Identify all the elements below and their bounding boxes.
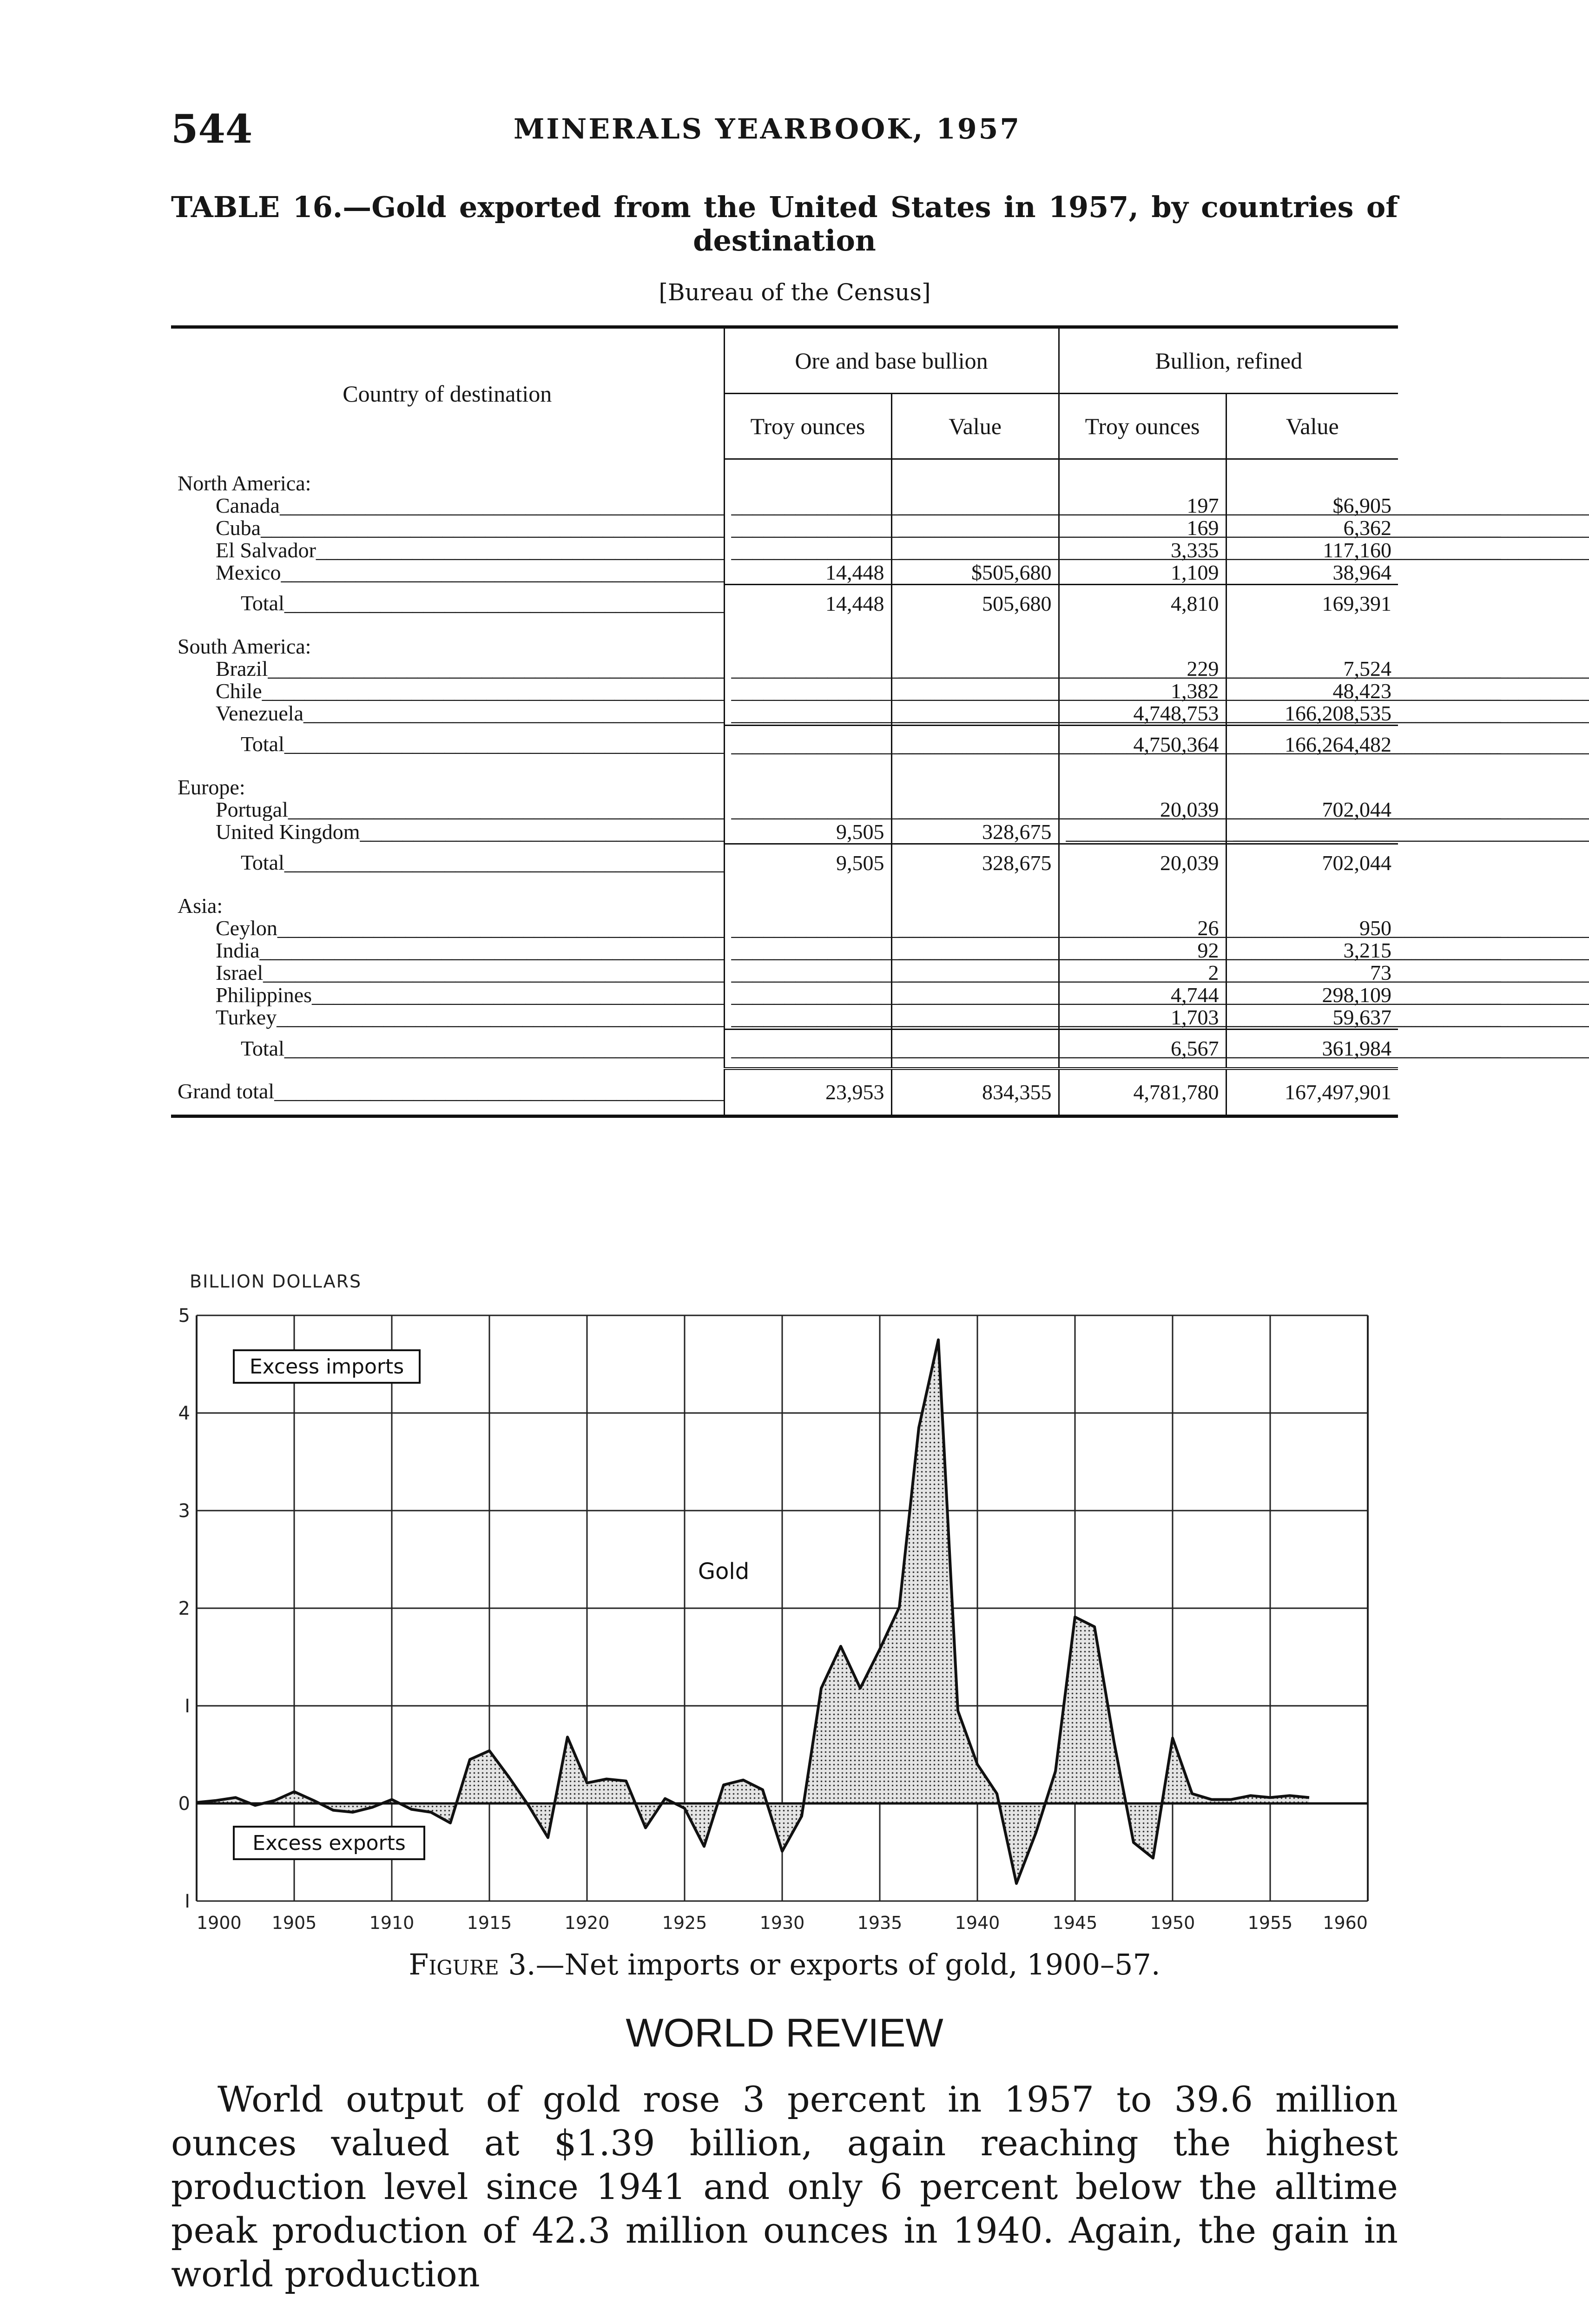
region-blank-cell [724, 459, 891, 495]
table-row [171, 1029, 1398, 1069]
region-blank-cell [891, 622, 1059, 658]
y-axis-label: BILLION DOLLARS [190, 1271, 362, 1292]
cell-ore-oz [724, 658, 891, 680]
annotation-label: Excess exports [252, 1831, 406, 1855]
table-title-word: United [769, 190, 878, 224]
gold-area [197, 1340, 1309, 1884]
table-title-word: countries [1201, 190, 1354, 224]
running-title: MINERALS YEARBOOK, 1957 [514, 113, 1022, 145]
col-country-header: Country of destination [171, 327, 724, 459]
cell-ore-oz [724, 517, 891, 539]
cell-ore-oz [724, 962, 891, 984]
x-tick-label: 1935 [857, 1913, 903, 1929]
cell-ref-oz: 197 [1059, 495, 1226, 517]
cell-ore-value [891, 680, 1059, 702]
cell-ref-oz: 4,744 [1059, 984, 1226, 1006]
page-number: 544 [171, 106, 253, 152]
country-name: Canada _____ [171, 495, 724, 517]
total-label: Total _____ [171, 844, 724, 882]
total-label: Total _____ [171, 725, 724, 763]
cell-ref-oz: 26 [1059, 917, 1226, 939]
cell-ore-value [891, 658, 1059, 680]
cell-ore-oz [724, 539, 891, 561]
cell-ore-oz [724, 939, 891, 962]
region-row [171, 622, 1398, 658]
cell-ore-value [891, 984, 1059, 1006]
table-title-word: by [1151, 190, 1188, 224]
cell-ref-oz [1059, 821, 1226, 844]
body-paragraph: World output of gold rose 3 percent in 1957 to 39.6 million ounces valued at $1.39 billion, again reaching the highest production level since 1941 and only 6 percent below the alltime peak production of 42.3 million ounces in 1940. Again, the gain in world production [171, 2079, 1398, 2295]
x-tick-label: 1960 [1323, 1913, 1368, 1929]
cell-ore-oz: 14,448 [724, 584, 891, 622]
x-tick-label: 1900 [197, 1913, 242, 1929]
table-row [171, 725, 1398, 763]
cell-ref-value: 169,391 [1226, 584, 1398, 622]
cell-ore-value [891, 917, 1059, 939]
region-name: Asia: [178, 893, 223, 918]
x-tick-label: 1910 [369, 1913, 415, 1929]
cell-ref-value: 73 [1226, 962, 1398, 984]
table-title-word: in [1003, 190, 1036, 224]
cell-ref-oz: 169 [1059, 517, 1226, 539]
country-name: Portugal _____ [171, 799, 724, 821]
col-ore-troy-header: Troy ounces [724, 394, 891, 459]
cell-ore-value: 328,675 [891, 821, 1059, 844]
y-tick-label: 4 [178, 1403, 190, 1424]
cell-ref-oz: 229 [1059, 658, 1226, 680]
cell-ore-oz: 9,505 [724, 844, 891, 882]
cell-ore-value [891, 1006, 1059, 1030]
cell-ref-oz: 4,750,364 [1059, 725, 1226, 763]
table-row [171, 984, 1398, 1006]
col-group-ore: Ore and base bullion [724, 327, 1059, 394]
cell-ore-oz [724, 680, 891, 702]
total-label: Grand total _____ [171, 1069, 724, 1116]
table-row [171, 917, 1398, 939]
region-blank-cell [891, 459, 1059, 495]
region-blank-cell [724, 622, 891, 658]
region-name: North America: [178, 471, 311, 495]
table-row [171, 539, 1398, 561]
y-tick-label: 3 [178, 1500, 190, 1522]
cell-ore-value [891, 799, 1059, 821]
cell-ore-oz [724, 1029, 891, 1069]
cell-ref-value: 167,497,901 [1226, 1069, 1398, 1116]
table-title-word: TABLE [171, 190, 280, 224]
cell-ref-value: $6,905 [1226, 495, 1398, 517]
cell-ore-oz [724, 984, 891, 1006]
region-row [171, 459, 1398, 495]
y-tick-label: 0 [178, 1793, 190, 1815]
region-blank-cell [1226, 882, 1398, 917]
annotation-label: Excess imports [249, 1355, 404, 1379]
cell-ref-oz: 1,703 [1059, 1006, 1226, 1030]
table-title-word: States [890, 190, 991, 224]
region-blank-cell [891, 882, 1059, 917]
table-row [171, 702, 1398, 726]
gold-net-chart [171, 1269, 1398, 1929]
cell-ore-value: $505,680 [891, 561, 1059, 585]
y-tick-label: 5 [178, 1305, 190, 1327]
cell-ore-oz [724, 702, 891, 726]
x-tick-label: 1940 [955, 1913, 1000, 1929]
x-tick-label: 1930 [759, 1913, 805, 1929]
cell-ref-value: 117,160 [1226, 539, 1398, 561]
cell-ore-oz: 14,448 [724, 561, 891, 585]
cell-ore-value [891, 725, 1059, 763]
country-name: United Kingdom _____ [171, 821, 724, 844]
table-row [171, 821, 1398, 844]
cell-ref-oz: 4,781,780 [1059, 1069, 1226, 1116]
table-row [171, 844, 1398, 882]
cell-ref-value [1226, 821, 1398, 844]
country-name: Israel _____ [171, 962, 724, 984]
x-tick-label: 1925 [662, 1913, 707, 1929]
region-blank-cell [724, 882, 891, 917]
country-name: India _____ [171, 939, 724, 962]
cell-ref-oz: 1,382 [1059, 680, 1226, 702]
cell-ref-value: 950 [1226, 917, 1398, 939]
y-tick-label: I [185, 1891, 190, 1912]
table-row [171, 584, 1398, 622]
col-group-bullion: Bullion, refined [1059, 327, 1398, 394]
table-title-word: from [613, 190, 691, 224]
cell-ore-value [891, 517, 1059, 539]
cell-ref-value: 38,964 [1226, 561, 1398, 585]
cell-ref-value: 166,208,535 [1226, 702, 1398, 726]
country-name: Chile _____ [171, 680, 724, 702]
table-title-word: exported [459, 190, 601, 224]
gold-exports-table [171, 325, 1398, 1118]
figure-caption-text: 3.—Net imports or exports of gold, 1900–57. [499, 1948, 1160, 1981]
country-name: Turkey _____ [171, 1006, 724, 1030]
table-title-word: the [704, 190, 757, 224]
cell-ref-value: 298,109 [1226, 984, 1398, 1006]
cell-ore-oz: 23,953 [724, 1069, 891, 1116]
cell-ref-oz: 1,109 [1059, 561, 1226, 585]
table-row [171, 962, 1398, 984]
cell-ore-value [891, 939, 1059, 962]
section-heading: WORLD REVIEW [626, 2011, 943, 2055]
cell-ref-oz: 6,567 [1059, 1029, 1226, 1069]
cell-ore-oz [724, 917, 891, 939]
cell-ref-oz: 20,039 [1059, 844, 1226, 882]
total-label: Total _____ [171, 584, 724, 622]
x-tick-label: 1905 [271, 1913, 317, 1929]
col-ref-value-header: Value [1226, 394, 1398, 459]
region-blank-cell [1226, 622, 1398, 658]
table-title-word: 1957, [1048, 190, 1139, 224]
table-row [171, 939, 1398, 962]
col-ore-value-header: Value [891, 394, 1059, 459]
x-tick-label: 1915 [467, 1913, 512, 1929]
y-tick-label: I [185, 1696, 190, 1717]
series-label-gold: Gold [698, 1558, 750, 1585]
table-row [171, 495, 1398, 517]
cell-ref-value: 7,524 [1226, 658, 1398, 680]
cell-ore-value [891, 539, 1059, 561]
cell-ref-value: 702,044 [1226, 799, 1398, 821]
cell-ref-oz: 2 [1059, 962, 1226, 984]
cell-ore-oz: 9,505 [724, 821, 891, 844]
cell-ore-value: 834,355 [891, 1069, 1059, 1116]
table-row [171, 561, 1398, 585]
cell-ref-oz: 3,335 [1059, 539, 1226, 561]
cell-ref-value: 3,215 [1226, 939, 1398, 962]
table-source: [Bureau of the Census] [659, 279, 931, 306]
cell-ore-value [891, 702, 1059, 726]
cell-ore-value [891, 1029, 1059, 1069]
cell-ref-value: 48,423 [1226, 680, 1398, 702]
region-blank-cell [1226, 763, 1398, 799]
region-blank-cell [891, 763, 1059, 799]
country-name: Mexico _____ [171, 561, 724, 585]
country-name: Cuba _____ [171, 517, 724, 539]
cell-ore-oz [724, 799, 891, 821]
region-blank-cell [1059, 763, 1226, 799]
region-blank-cell [1059, 459, 1226, 495]
region-blank-cell [1059, 622, 1226, 658]
country-name: El Salvador _____ [171, 539, 724, 561]
figure-caption [171, 1948, 1398, 1981]
x-tick-label: 1950 [1150, 1913, 1195, 1929]
cell-ref-value: 6,362 [1226, 517, 1398, 539]
cell-ore-oz [724, 1006, 891, 1030]
table-body [171, 459, 1398, 1116]
figure-caption-label: Figure [409, 1948, 499, 1981]
total-label: Total _____ [171, 1029, 724, 1069]
country-name: Brazil _____ [171, 658, 724, 680]
table-title-word: of [1366, 190, 1398, 224]
country-name: Philippines _____ [171, 984, 724, 1006]
region-blank-cell [724, 763, 891, 799]
country-name: Venezuela _____ [171, 702, 724, 726]
x-tick-label: 1955 [1247, 1913, 1293, 1929]
cell-ref-oz: 4,810 [1059, 584, 1226, 622]
region-name: South America: [178, 634, 311, 658]
body-text [171, 2078, 1398, 2296]
cell-ore-value [891, 495, 1059, 517]
region-row [171, 882, 1398, 917]
table-row [171, 799, 1398, 821]
cell-ore-value: 505,680 [891, 584, 1059, 622]
country-name: Ceylon _____ [171, 917, 724, 939]
table-row [171, 517, 1398, 539]
cell-ref-value: 361,984 [1226, 1029, 1398, 1069]
cell-ore-oz [724, 495, 891, 517]
cell-ref-oz: 92 [1059, 939, 1226, 962]
cell-ref-oz: 20,039 [1059, 799, 1226, 821]
table-row [171, 1069, 1398, 1116]
region-blank-cell [1226, 459, 1398, 495]
table-row [171, 658, 1398, 680]
cell-ore-value: 328,675 [891, 844, 1059, 882]
cell-ref-value: 59,637 [1226, 1006, 1398, 1030]
col-ref-troy-header: Troy ounces [1059, 394, 1226, 459]
region-blank-cell [1059, 882, 1226, 917]
region-name: Europe: [178, 775, 245, 799]
y-tick-label: 2 [178, 1598, 190, 1619]
region-row [171, 763, 1398, 799]
table-title [171, 191, 1398, 257]
cell-ore-value [891, 962, 1059, 984]
cell-ore-oz [724, 725, 891, 763]
table-title-word: 16.—Gold [292, 190, 447, 224]
x-tick-label: 1945 [1052, 1913, 1098, 1929]
table-row [171, 1006, 1398, 1030]
table-row [171, 680, 1398, 702]
cell-ref-oz: 4,748,753 [1059, 702, 1226, 726]
cell-ref-value: 166,264,482 [1226, 725, 1398, 763]
x-tick-label: 1920 [564, 1913, 610, 1929]
cell-ref-value: 702,044 [1226, 844, 1398, 882]
table-title-line-2: destination [693, 224, 876, 257]
table-title-line-1 [171, 191, 1398, 224]
